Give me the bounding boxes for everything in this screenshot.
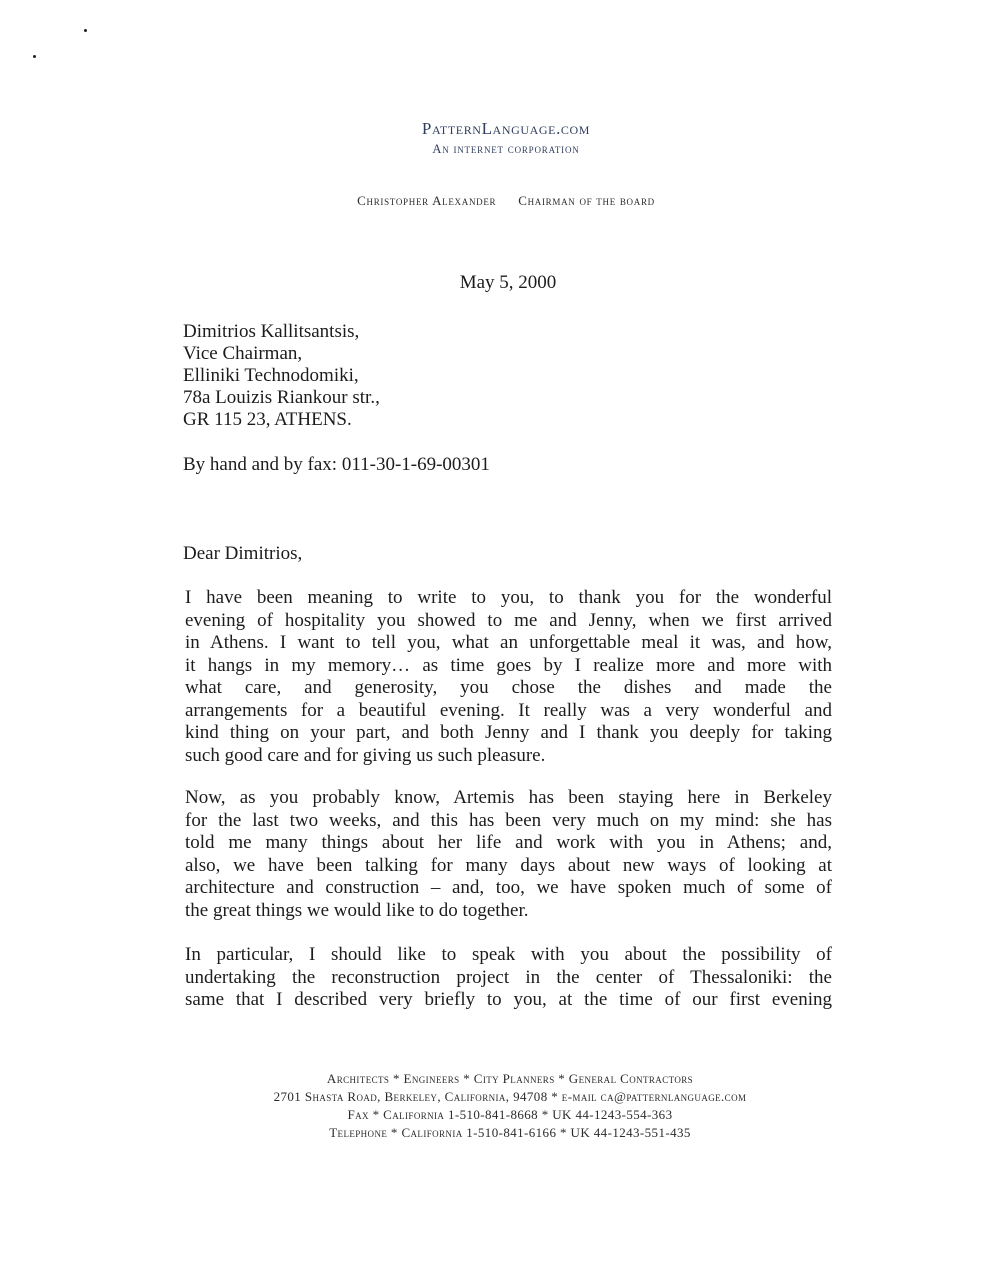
text-line: it hangs in my memory… as time goes by I realize more and more with [185,654,832,676]
text-line: told me many things about her life and work with you in Athens; and, [185,832,832,853]
body-paragraph-3 [185,944,832,1012]
address-line: Dimitrios Kallitsantsis, [183,321,360,342]
delivery-note: By hand and by fax: 011-30-1-69-00301 [183,454,490,475]
address-line: 78a Louizis Riankour str., [183,387,380,408]
text-line: for the last two weeks, and this has been very much on my mind: she has [185,809,832,831]
scan-speck [33,55,36,58]
company-name: PatternLanguage.com [421,119,591,138]
text-line: I have been meaning to write to you, to thank you for the wonderful [185,587,832,608]
text-line: architecture and construction – and, too, we have spoken much of some of [185,877,832,898]
text-line: evening of hospitality you showed to me and Jenny, when we first arrived [185,609,832,631]
address-line: Elliniki Technodomiki, [183,365,359,386]
recipient-address [183,321,380,431]
text-line: arrangements for a beautiful evening. It really was a very wonderful and [185,699,832,721]
text-line: such good care and for giving us such pleasure. [185,744,546,766]
salutation: Dear Dimitrios, [183,543,303,564]
text-line: In particular, I should like to speak with you about the possibility of [185,944,832,965]
text-line: also, we have been talking for many days about new ways of looking at [185,854,832,876]
footer-fax: Fax * California 1-510-841-8668 * UK 44-1243-554-363 [347,1107,673,1122]
officer-name: Christopher Alexander [357,193,497,208]
scan-speck [84,29,87,32]
company-tagline: An internet corporation [432,142,580,156]
footer-services: Architects * Engineers * City Planners * General Contractors [326,1071,694,1086]
text-line: kind thing on your part, and both Jenny and I thank you deeply for taking [185,722,832,743]
text-line: the great things we would like to do together. [185,899,529,921]
body-paragraph-2 [185,787,832,922]
text-line: in Athens. I want to tell you, what an unforgettable meal it was, and how, [185,632,832,653]
text-line: undertaking the reconstruction project in the center of Thessaloniki: the [185,966,832,988]
address-line: GR 115 23, ATHENS. [183,409,352,430]
text-line: what care, and generosity, you chose the dishes and made the [185,677,832,698]
letter-date: May 5, 2000 [459,272,557,293]
footer-address: 2701 Shasta Road, Berkeley, California, 94708 * e-mail ca@patternlanguage.com [273,1089,747,1104]
footer-telephone: Telephone * California 1-510-841-6166 * UK 44-1243-551-435 [329,1125,691,1140]
address-line: Vice Chairman, [183,343,303,364]
body-paragraph-1 [185,587,832,767]
officer-line [0,193,1000,209]
officer-title: Chairman of the board [518,193,655,208]
text-line: same that I described very briefly to you, at the time of our first evening [185,989,832,1010]
text-line: Now, as you probably know, Artemis has been staying here in Berkeley [185,787,832,808]
